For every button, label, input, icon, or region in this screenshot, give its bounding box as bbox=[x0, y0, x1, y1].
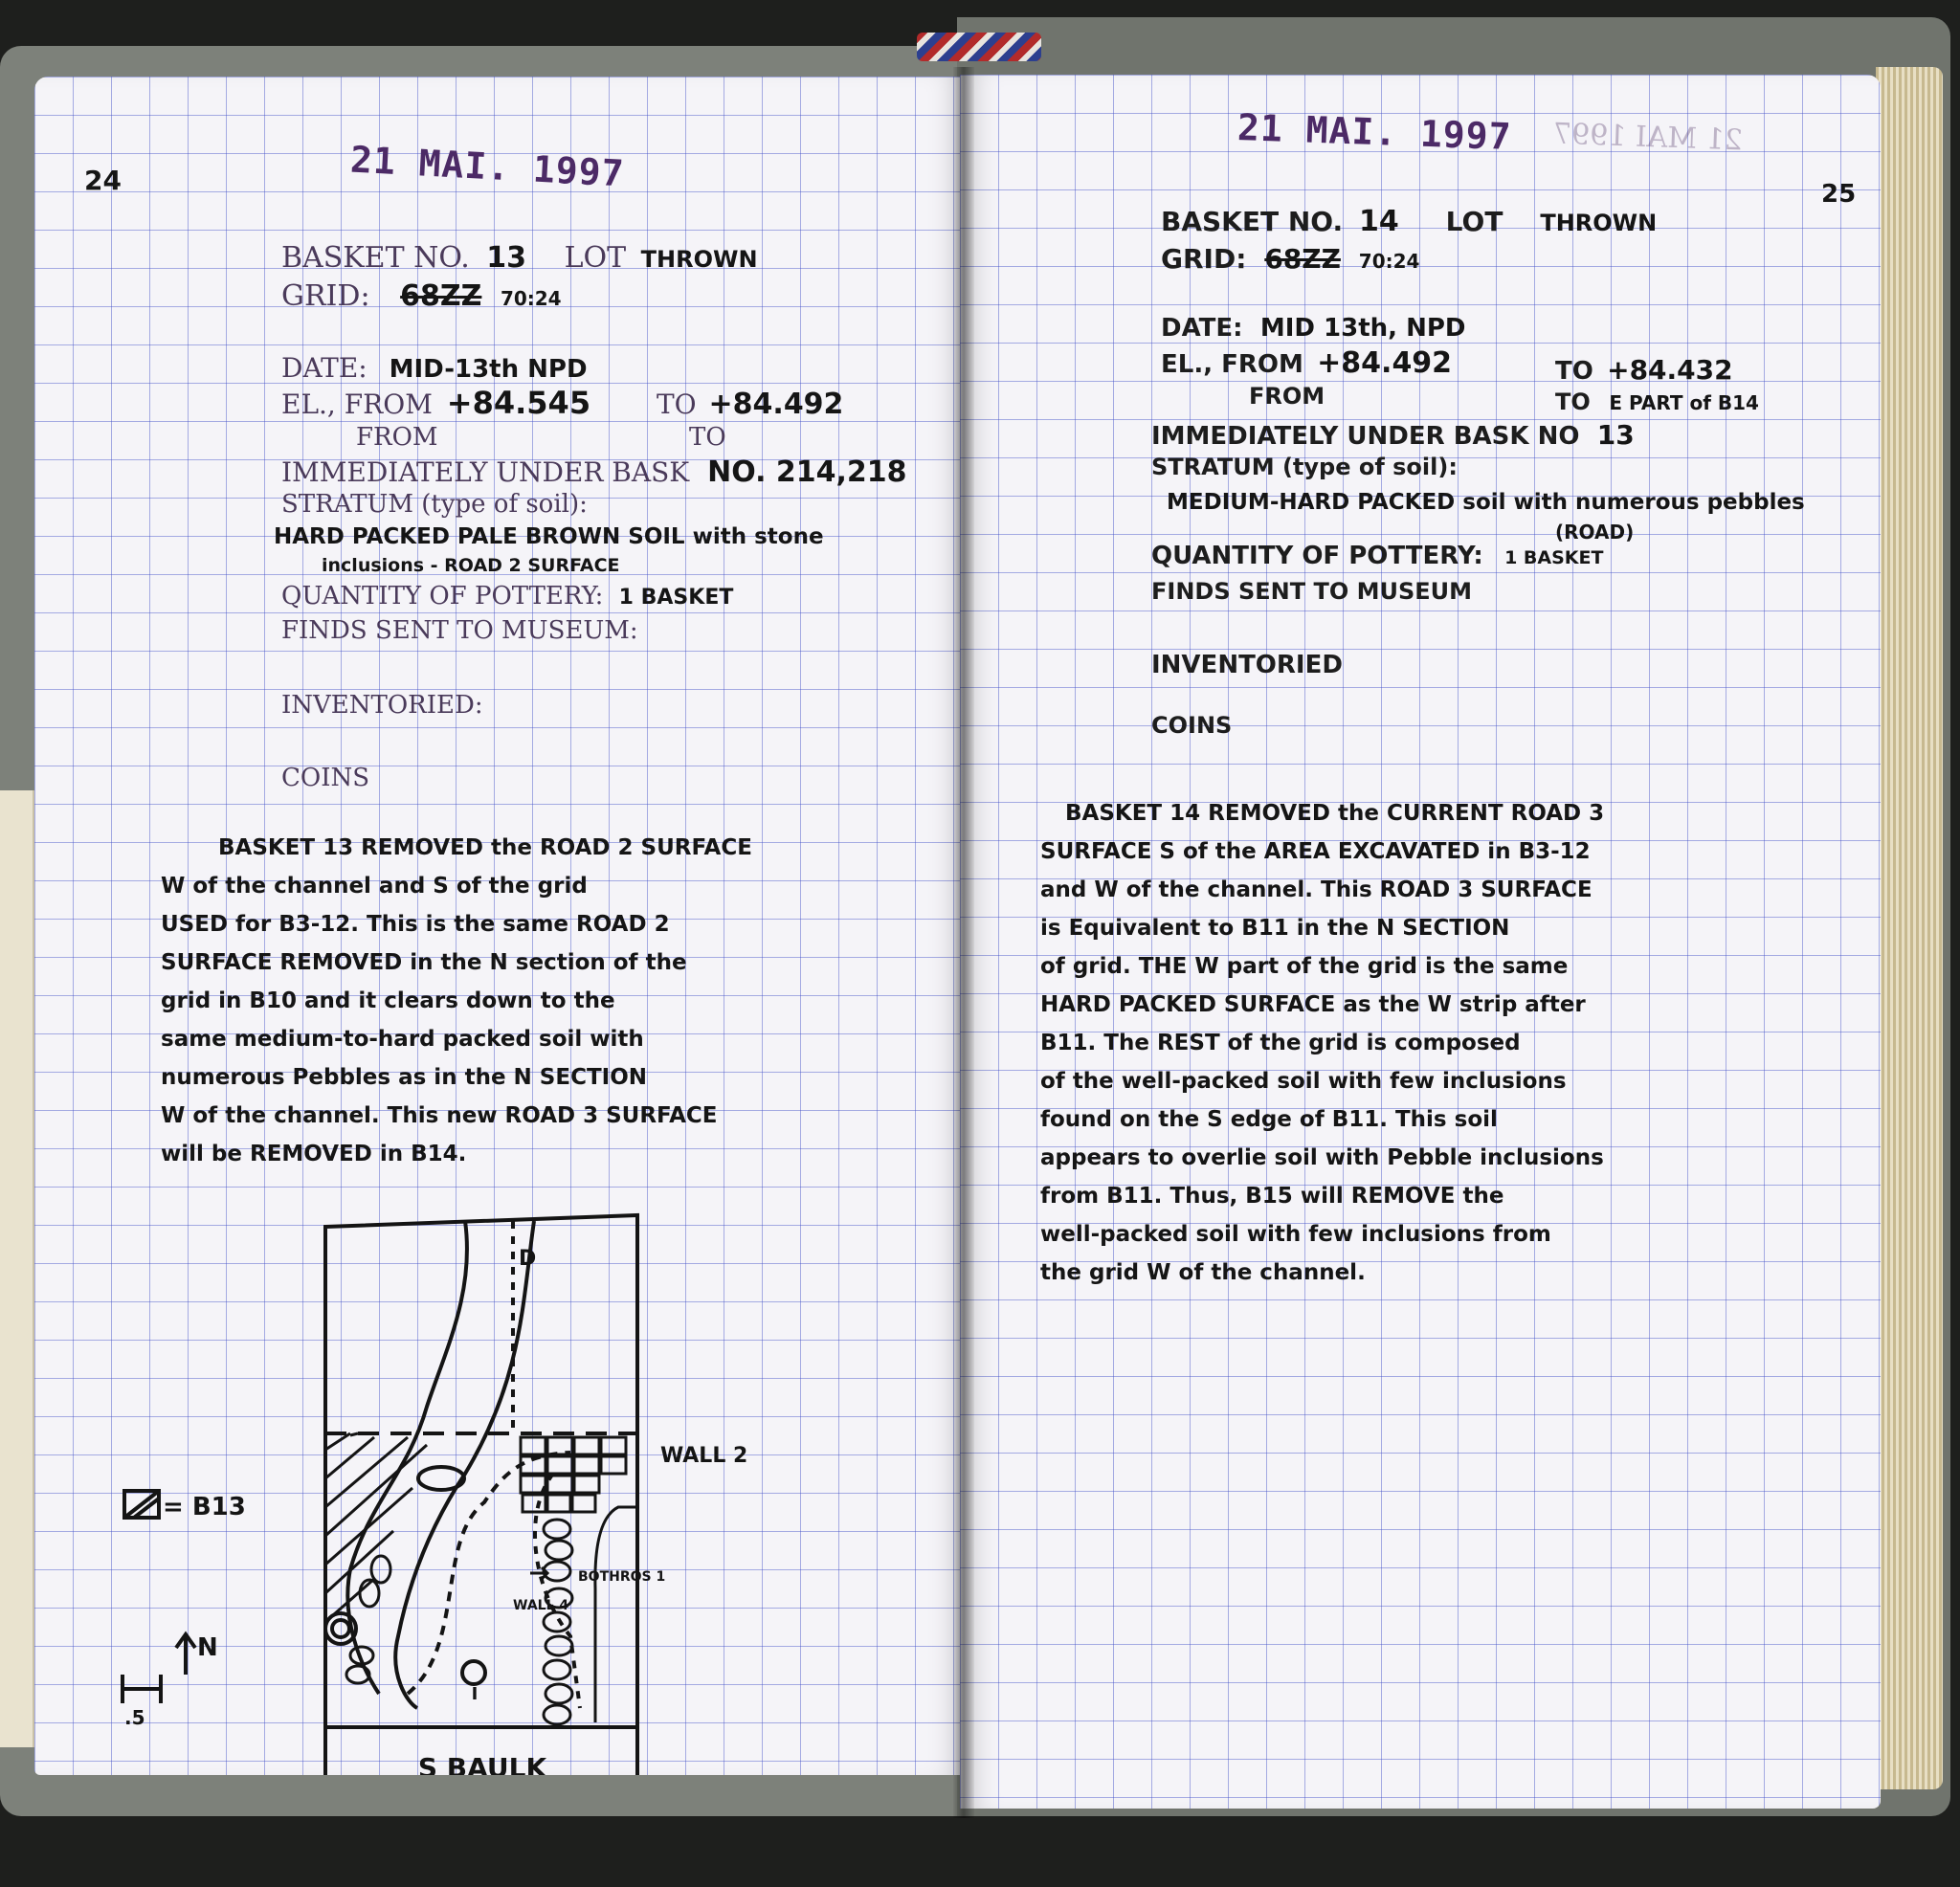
note-line: of the well-packed soil with few inclusions bbox=[1040, 1069, 1567, 1094]
pottery-label: QUANTITY OF POTTERY: bbox=[281, 582, 604, 610]
pottery-value: 1 BASKET bbox=[1504, 547, 1604, 568]
note-line: B11. The REST of the grid is composed bbox=[1040, 1031, 1521, 1055]
date-value: MID 13th, NPD bbox=[1259, 314, 1466, 343]
ribbon-bookmark bbox=[917, 33, 1041, 61]
note-line: USED for B3-12. This is the same ROAD 2 bbox=[161, 912, 670, 937]
elastic-band bbox=[0, 790, 34, 1747]
note-line: SURFACE S of the AREA EXCAVATED in B3-12 bbox=[1040, 839, 1591, 864]
to-value: E PART of B14 bbox=[1609, 391, 1759, 414]
note-line: from B11. Thus, B15 will REMOVE the bbox=[1040, 1184, 1504, 1209]
north-label: N bbox=[197, 1633, 218, 1662]
inventoried-label: INVENTORIED: bbox=[281, 691, 483, 720]
to-line bbox=[1555, 388, 1759, 415]
date-line bbox=[281, 352, 588, 384]
note-line: HARD PACKED SURFACE as the W strip after bbox=[1040, 992, 1586, 1017]
book-gutter bbox=[953, 67, 974, 1818]
stratum-label: STRATUM (type of soil): bbox=[281, 490, 588, 519]
lot-value: THROWN bbox=[640, 246, 758, 273]
elevation-line bbox=[281, 385, 843, 421]
notes-paragraph bbox=[161, 829, 752, 1173]
elevation-line bbox=[1161, 346, 1452, 380]
el-to-line bbox=[1555, 354, 1733, 386]
basket-label: BASKET NO. bbox=[281, 241, 470, 275]
site-sketch bbox=[121, 1187, 791, 1780]
to-label: TO bbox=[1555, 388, 1591, 415]
pottery-line bbox=[1151, 542, 1603, 570]
notes-paragraph bbox=[1040, 794, 1604, 1292]
grid-new: 70:24 bbox=[500, 287, 562, 310]
finds-label: FINDS SENT TO MUSEUM: bbox=[281, 616, 638, 645]
left-page bbox=[34, 77, 968, 1780]
coins-label: COINS bbox=[281, 764, 370, 792]
channel-edge-east bbox=[395, 1221, 537, 1708]
baulk-label: S BAULK bbox=[417, 1752, 547, 1780]
grid-label: GRID: bbox=[281, 279, 370, 313]
lot-label: LOT bbox=[1445, 206, 1503, 237]
stratum-line-1: MEDIUM-HARD PACKED soil with numerous pebbles bbox=[1167, 490, 1805, 515]
stratum-line-2: inclusions - ROAD 2 SURFACE bbox=[322, 555, 620, 576]
date-line bbox=[1161, 314, 1466, 343]
channel-edge-west bbox=[347, 1221, 467, 1694]
d-label: D bbox=[519, 1247, 537, 1271]
marker-circle bbox=[462, 1661, 485, 1684]
bleed-through-text: 21 MAI 1997 bbox=[1552, 117, 1744, 158]
note-line: and W of the channel. This ROAD 3 SURFACE bbox=[1040, 877, 1592, 902]
stratum-label: STRATUM (type of soil): bbox=[1151, 454, 1458, 480]
note-line: W of the channel. This new ROAD 3 SURFACE bbox=[161, 1103, 718, 1128]
note-line: well-packed soil with few inclusions from bbox=[1040, 1222, 1551, 1247]
date-label: DATE: bbox=[1161, 314, 1243, 343]
note-line: appears to overlie soil with Pebble inclusions bbox=[1040, 1145, 1604, 1170]
el-from-value: +84.545 bbox=[446, 385, 591, 421]
note-line: same medium-to-hard packed soil with bbox=[161, 1027, 644, 1052]
inventoried-label: INVENTORIED bbox=[1151, 651, 1343, 679]
basket-label: BASKET NO. bbox=[1161, 206, 1344, 237]
page-number: 24 bbox=[84, 165, 122, 196]
note-line: SURFACE REMOVED in the N section of the bbox=[161, 950, 687, 975]
pottery-value: 1 BASKET bbox=[618, 586, 734, 610]
grid-old: 68ZZ bbox=[400, 279, 482, 313]
coins-label: COINS bbox=[1151, 712, 1233, 739]
immediately-label: IMMEDIATELY UNDER BASK bbox=[281, 456, 690, 488]
grid-label: GRID: bbox=[1161, 243, 1247, 275]
wall4-label: WALL 4 bbox=[513, 1598, 569, 1613]
note-line: BASKET 14 REMOVED the CURRENT ROAD 3 bbox=[1065, 801, 1605, 826]
basket-number: 14 bbox=[1359, 205, 1399, 238]
wall2-label: WALL 2 bbox=[660, 1444, 748, 1468]
stratum-line-1: HARD PACKED PALE BROWN SOIL with stone bbox=[274, 524, 824, 549]
grid-old: 68ZZ bbox=[1264, 243, 1341, 275]
date-value: MID-13th NPD bbox=[389, 355, 588, 384]
note-line: found on the S edge of B11. This soil bbox=[1040, 1107, 1498, 1132]
page-number: 25 bbox=[1821, 180, 1857, 209]
note-line: W of the channel and S of the grid bbox=[161, 874, 588, 899]
immediately-line bbox=[1151, 419, 1635, 451]
lot-label: LOT bbox=[564, 241, 627, 275]
right-page bbox=[960, 75, 1881, 1809]
bothros-label: BOTHROS 1 bbox=[578, 1569, 666, 1585]
to-label: TO bbox=[689, 423, 726, 452]
el-to-value: +84.492 bbox=[708, 388, 844, 421]
finds-label: FINDS SENT TO MUSEUM bbox=[1151, 578, 1473, 605]
pottery-line bbox=[281, 582, 733, 610]
note-line: numerous Pebbles as in the N SECTION bbox=[161, 1065, 648, 1090]
el-to-value: +84.432 bbox=[1607, 354, 1733, 386]
scale-label: .5 bbox=[124, 1706, 145, 1729]
from-label: FROM bbox=[356, 423, 438, 452]
grid-new: 70:24 bbox=[1358, 250, 1420, 273]
note-line: will be REMOVED in B14. bbox=[161, 1142, 467, 1166]
note-line: is Equivalent to B11 in the N SECTION bbox=[1040, 916, 1510, 941]
el-from-label: EL., FROM bbox=[1161, 350, 1303, 379]
grid-line bbox=[1161, 243, 1419, 275]
basket-number: 13 bbox=[486, 241, 527, 275]
immediately-line bbox=[281, 455, 907, 489]
immediately-value: NO. 214,218 bbox=[707, 455, 907, 489]
note-line: BASKET 13 REMOVED the ROAD 2 SURFACE bbox=[218, 835, 752, 860]
legend-label: = B13 bbox=[163, 1493, 246, 1521]
pottery-label: QUANTITY OF POTTERY: bbox=[1151, 542, 1483, 570]
date-label: DATE: bbox=[281, 352, 368, 384]
marker-label: I bbox=[471, 1684, 479, 1704]
el-to-label: TO bbox=[656, 388, 697, 420]
note-line: grid in B10 and it clears down to the bbox=[161, 988, 615, 1013]
immediately-label: IMMEDIATELY UNDER BASK NO bbox=[1151, 422, 1580, 451]
stratum-line-2: (ROAD) bbox=[1555, 521, 1635, 544]
basket-line bbox=[281, 241, 758, 275]
basket-line bbox=[1161, 205, 1657, 238]
page-edges bbox=[1876, 67, 1943, 1789]
lot-value: THROWN bbox=[1540, 210, 1658, 236]
immediately-value: 13 bbox=[1596, 419, 1635, 451]
grid-line bbox=[281, 279, 562, 313]
note-line: of grid. THE W part of the grid is the same bbox=[1040, 954, 1569, 979]
el-from-label: EL., FROM bbox=[281, 388, 433, 420]
date-stamp: 21 MAI. 1997 bbox=[349, 138, 626, 195]
from-label: FROM bbox=[1249, 383, 1325, 410]
el-from-value: +84.492 bbox=[1317, 346, 1453, 380]
date-stamp: 21 MAI. 1997 bbox=[1236, 106, 1513, 158]
el-to-label: TO bbox=[1555, 357, 1593, 386]
note-line: the grid W of the channel. bbox=[1040, 1260, 1366, 1285]
